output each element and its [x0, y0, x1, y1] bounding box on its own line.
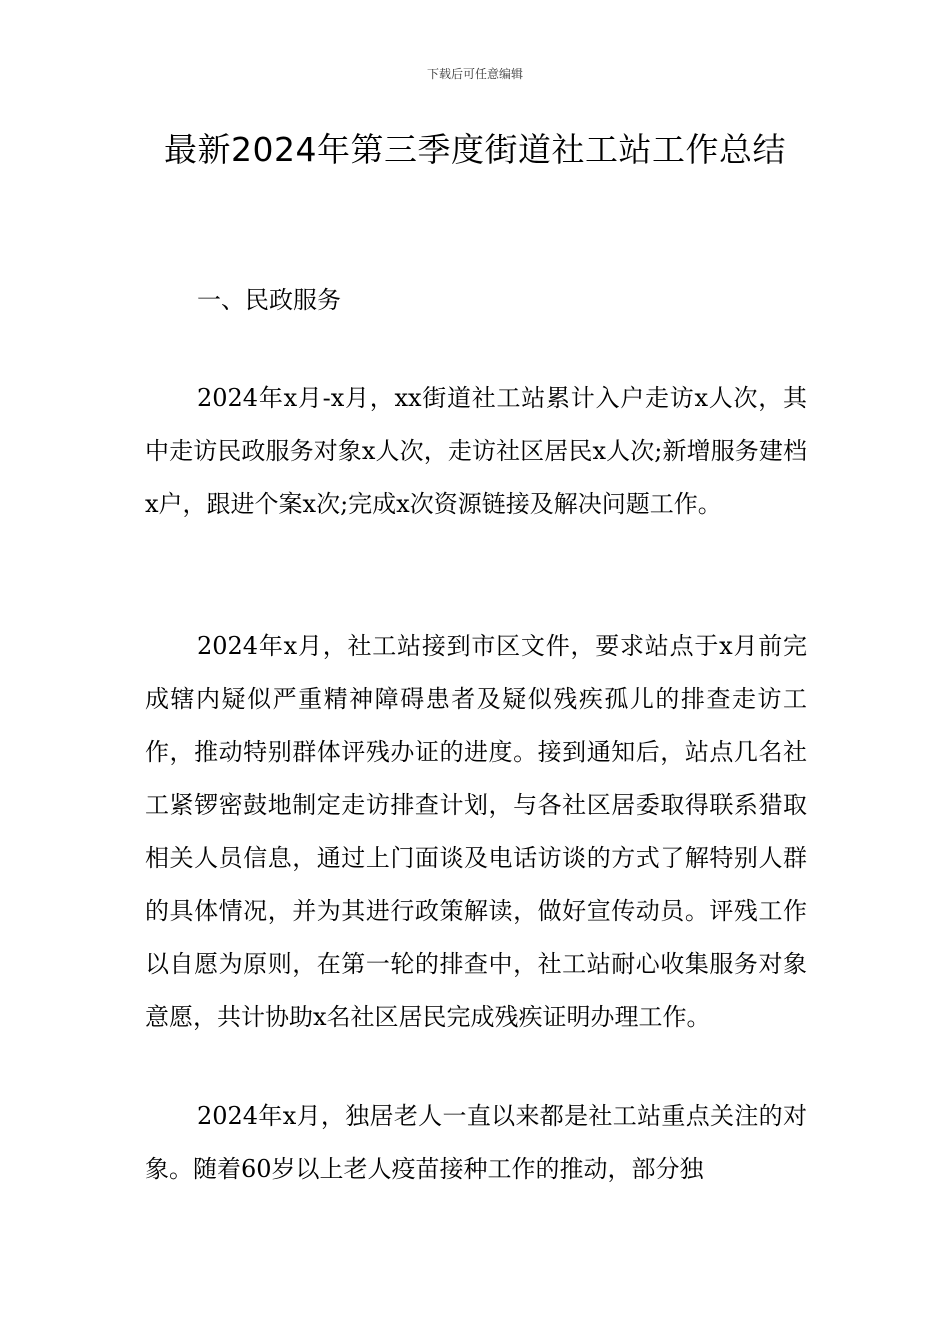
paragraph-1: 2024年x月-x月，xx街道社工站累计入户走访x人次，其中走访民政服务对象x人次，走访社区居民x人次;新增服务建档x户，跟进个案x次;完成x次资源链接及解决问题工作。: [145, 384, 807, 518]
paragraph-3: 2024年x月，独居老人一直以来都是社工站重点关注的对象。随着60岁以上老人疫苗接种工作的推动，部分独: [145, 1102, 807, 1183]
section-heading: 一、民政服务: [197, 286, 341, 314]
header-note: 下载后可任意编辑: [426, 67, 523, 81]
document-title: 最新2024年第三季度街道社工站工作总结: [164, 130, 786, 169]
paragraph-2: 2024年x月，社工站接到市区文件，要求站点于x月前完成辖内疑似严重精神障碍患者及疑似残疾孤儿的排查走访工作，推动特别群体评残办证的进度。接到通知后，站点几名社工紧锣密鼓地制定走访排查计划，与各社区居委取得联系猎取相关人员信息，通过上门面谈及电话访谈的方式了解特别人群的具体情况，并为其进行政策解读，做好宣传动员。评残工作以自愿为原则，在第一轮的排查中，社工站耐心收集服务对象意愿，共计协助x名社区居民完成残疾证明办理工作。: [145, 632, 807, 1031]
